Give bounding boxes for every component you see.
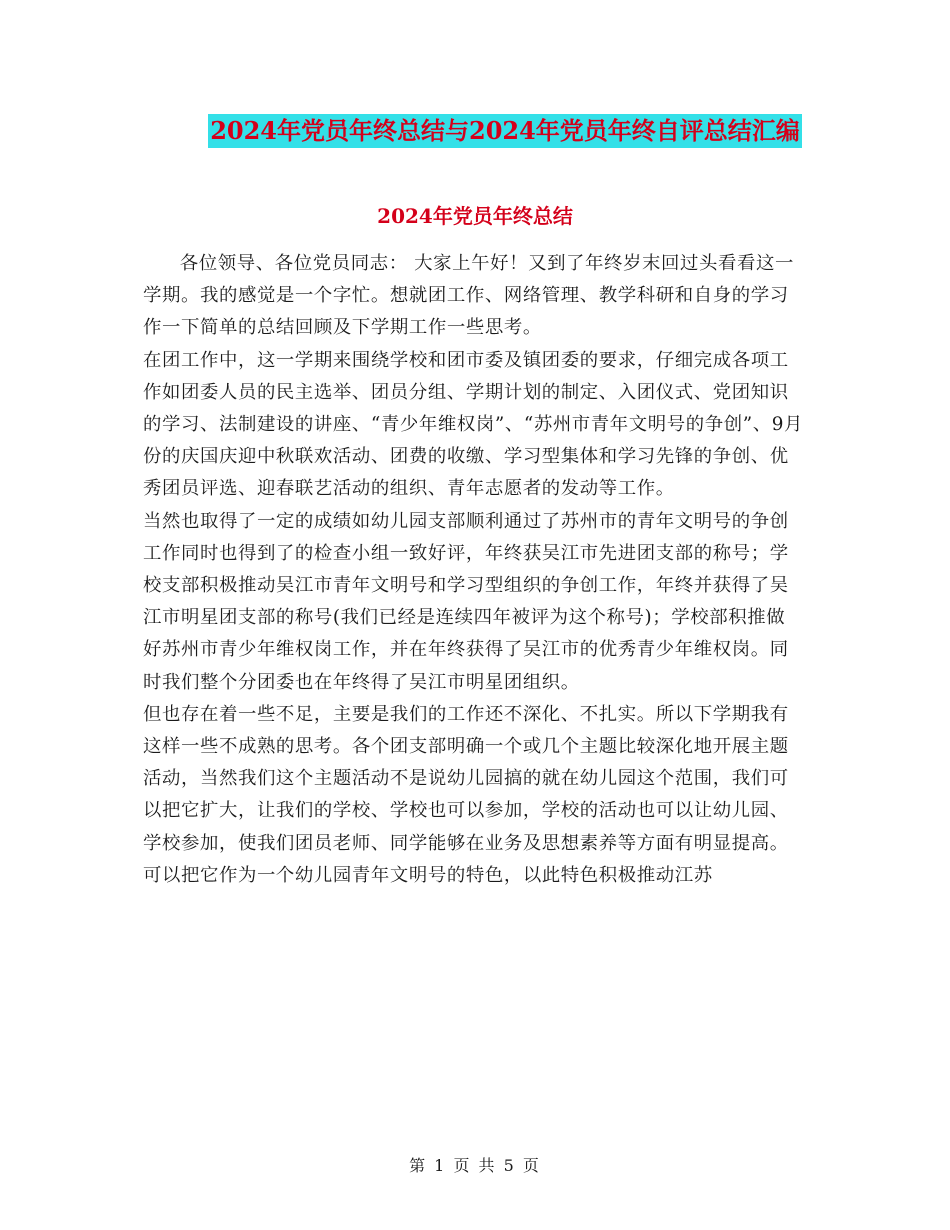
paragraph-shortcomings: 但也存在着一些不足，主要是我们的工作还不深化、不扎实。所以下学期我有这样一些不成熟的思考。各个团支部明确一个或几个主题比较深化地开展主题活动，当然我们这个主题活动不是说幼儿园搞的就在幼儿园这个范围，我们可以把它扩大，让我们的学校、学校也可以参加，学校的活动也可以让幼儿园、学校参加，使我们团员老师、同学能够在业务及思想素养等方面有明显提高。 [143,703,789,854]
page-number-footer: 第 1 页 共 5 页 [409,1156,541,1175]
section-title: 2024年党员年终总结 [377,204,573,228]
paragraph-plan: 可以把它作为一个幼儿园青年文明号的特色，以此特色积极推动江苏 [143,864,713,886]
document-title: 2024年党员年终总结与2024年党员年终自评总结汇编 [208,114,802,148]
paragraph-greeting: 各位领导、各位党员同志： 大家上午好！又到了年终岁末回过头看看这一学期。我的感觉是一个字忙。想就团工作、网络管理、教学科研和自身的学习作一下简单的总结回顾及下学期工作一些思考。 [143,253,794,339]
document-body [143,248,803,892]
document-title-container [0,114,950,148]
paragraph-work: 在团工作中，这一学期来围绕学校和团市委及镇团委的要求，仔细完成各项工作如团委人员的民主选举、团员分组、学期计划的制定、入团仪式、党团知识的学习、法制建设的讲座、“青少年维权岗”、“苏州市青年文明号的争创”、9月份的庆国庆迎中秋联欢活动、团费的收缴、学习型集体和学习先锋的争创、优秀团员评选、迎春联艺活动的组织、青年志愿者的发动等工作。 [143,349,804,500]
paragraph-achievements: 当然也取得了一定的成绩如幼儿园支部顺利通过了苏州市的青年文明号的争创工作同时也得到了的检查小组一致好评，年终获吴江市先进团支部的称号；学校支部积极推动吴江市青年文明号和学习型组织的争创工作，年终并获得了吴江市明星团支部的称号(我们已经是连续四年被评为这个称号)；学校部积推做好苏州市青少年维权岗工作，并在年终获得了吴江市的优秀青少年维权岗。同时我们整个分团委也在年终得了吴江市明星团组织。 [143,510,789,693]
